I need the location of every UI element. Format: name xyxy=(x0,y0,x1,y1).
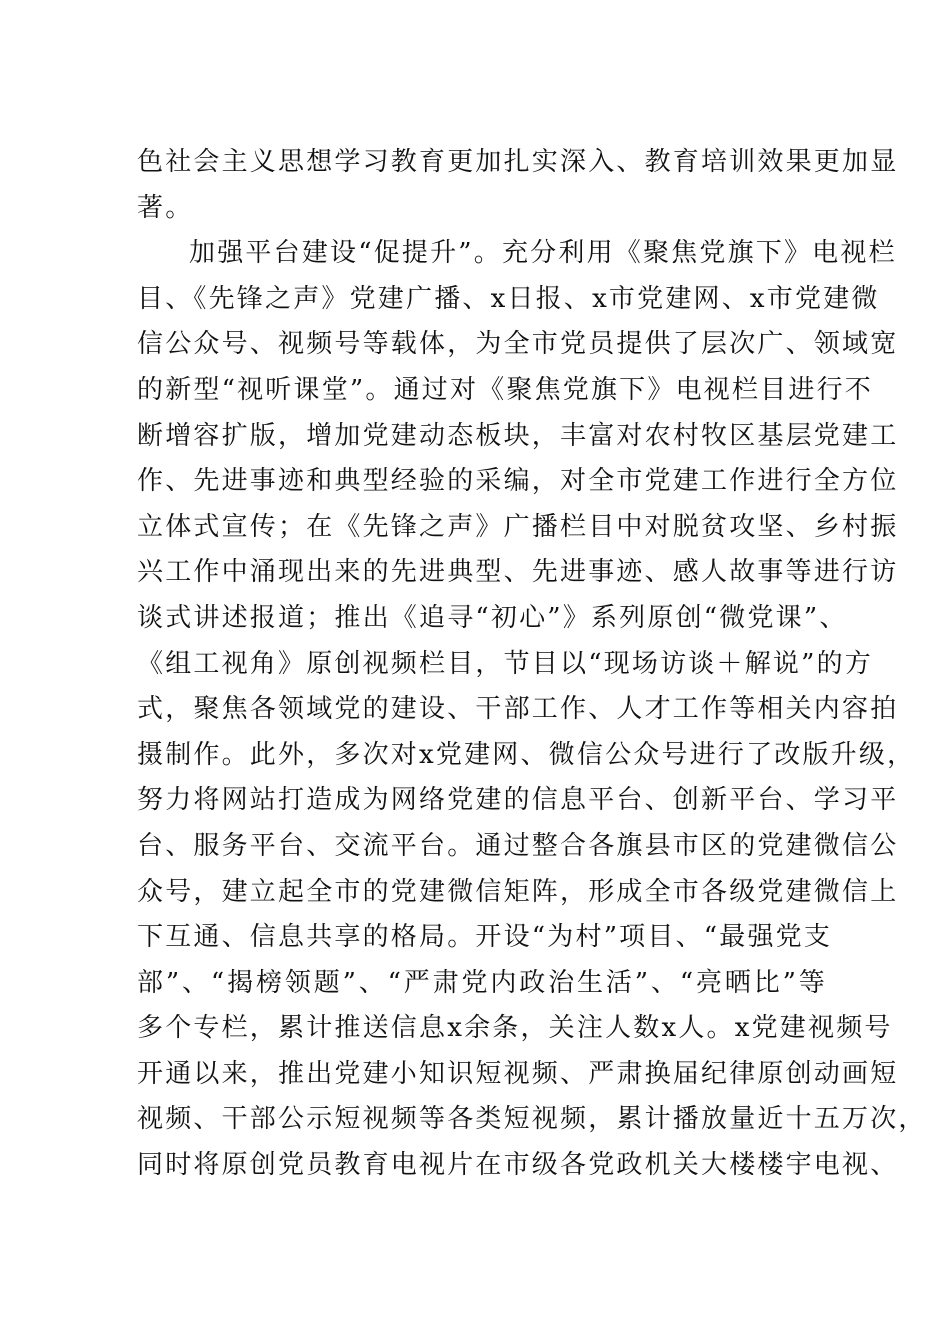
text-line: 作、先进事迹和典型经验的采编，对全市党建工作进行全方位 xyxy=(137,466,899,497)
body-text xyxy=(137,140,927,1189)
text-line: 台、服务平台、交流平台。通过整合各旗县市区的党建微信公 xyxy=(137,830,899,861)
text-line: 视频、干部公示短视频等各类短视频，累计播放量近十五万次， xyxy=(137,1104,927,1135)
text-line: 《组工视角》原创视频栏目，节目以“现场访谈＋解说”的方 xyxy=(137,648,873,679)
text-line: 断增容扩版，增加党建动态板块，丰富对农村牧区基层党建工 xyxy=(137,420,899,451)
text-line: 下互通、信息共享的格局。开设“为村”项目、“最强党支 xyxy=(137,922,833,953)
text-line: 众号，建立起全市的党建微信矩阵，形成全市各级党建微信上 xyxy=(137,876,899,907)
text-line: 兴工作中涌现出来的先进典型、先进事迹、感人故事等进行访 xyxy=(137,557,899,588)
text-line: 谈式讲述报道；推出《追寻“初心”》系列原创“微党课”、 xyxy=(137,602,848,633)
text-line: 的新型“视听课堂”。通过对《聚焦党旗下》电视栏目进行不 xyxy=(137,374,873,405)
text-line: 信公众号、视频号等载体，为全市党员提供了层次广、领域宽 xyxy=(137,329,899,360)
text-line: 同时将原创党员教育电视片在市级各党政机关大楼楼宇电视、 xyxy=(137,1150,899,1181)
text-line: 色社会主义思想学习教育更加扎实深入、教育培训效果更加显 xyxy=(137,147,899,177)
text-line: 立体式宣传；在《先锋之声》广播栏目中对脱贫攻坚、乡村振 xyxy=(137,511,899,542)
text-line: 著。 xyxy=(137,192,194,223)
text-line: 摄制作。此外，多次对x党建网、微信公众号进行了改版升级， xyxy=(137,739,916,770)
text-line: 部”、“揭榜领题”、“严肃党内政治生活”、“亮晒比”等 xyxy=(137,967,827,998)
text-line: 目、《先锋之声》党建广播、x日报、x市党建网、x市党建微 xyxy=(137,283,880,314)
text-line: 努力将网站打造成为网络党建的信息平台、创新平台、学习平 xyxy=(137,785,899,816)
text-line: 多个专栏，累计推送信息x余条，关注人数x人。x党建视频号 xyxy=(137,1013,893,1044)
paragraph-first-line: 加强平台建设“促提升”。充分利用《聚焦党旗下》电视栏 xyxy=(189,238,897,269)
text-line: 式，聚焦各领域党的建设、干部工作、人才工作等相关内容拍 xyxy=(137,694,899,725)
text-line: 开通以来，推出党建小知识短视频、严肃换届纪律原创动画短 xyxy=(137,1058,899,1089)
